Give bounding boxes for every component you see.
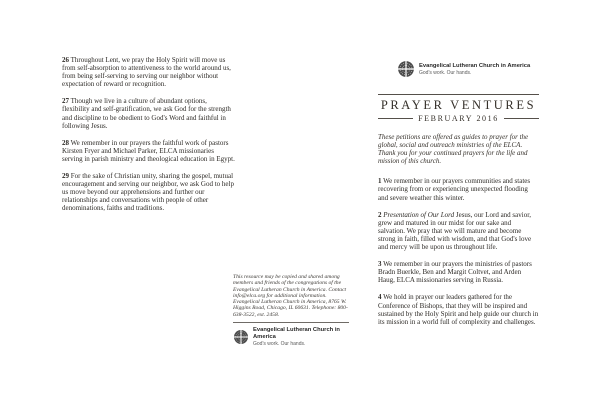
org-tagline: God's work. Our hands. [419,69,472,76]
petition-number: 26 [62,56,69,64]
colophon-divider [233,322,349,323]
masthead-issue-line [378,114,539,123]
petition-text: Throughout Lent, we pray the Holy Spirit will move us from self-absorption to attentiveness to the world around us, from being self-serving to serving our neighbor without expectation of reward or recognition. [62,56,231,89]
copy-permission-notice: This resource may be copied and shared among members and friends of the congregations of the Evangelical Lutheran Church in America. Contact info@elca.org for additional information. Evangelical Lutheran Church in America, 8765 W. Higgins Road, Chicago, IL 60631. Telephone: 800-638-3522, ext. 2458. [233,274,348,318]
petition-number: 28 [62,138,69,147]
petitions-list [378,177,539,325]
petition-text: Jesus, our Lord and savior, grew and matured in our midst for our sake and salvation. We pray that we will mature and become strong in faith, filled with wisdom, and that God's love and mercy will be upon us throughout life. [378,210,532,252]
org-name: Evangelical Lutheran Church in America [253,327,340,341]
masthead-issue: FEBRUARY 2016 [418,114,499,123]
petition-paragraph [378,260,539,284]
issue-right-rule [504,118,539,119]
petition-text: We remember in our prayers the faithful work of pastors Kirsten Fryer and Michael Parker, ELCA missionaries serving in parish ministry and theological education in Egypt. [62,138,235,163]
petition-paragraph [378,211,539,251]
petition-paragraph [62,139,236,163]
left-page-petitions [62,56,236,222]
petition-paragraph [62,172,236,212]
masthead-top-rule [378,94,539,95]
petition-text: We hold in prayer our leaders gathered for the Conference of Bishops, that they will be inspired and sustained by the Holy Spirit and help guide our church in its mission in a world full of complexity and challenges. [378,293,539,326]
petition-paragraph [378,293,539,325]
intro-note: These petitions are offered as guides to prayer for the global, social and outreach ministries of the ELCA. Thank you for your continued prayers for the life and mission of this church. [378,133,529,166]
elca-emblem-icon [397,60,415,78]
issue-left-rule [378,118,413,119]
elca-logo-header [397,60,539,78]
elca-logo-footer [233,327,349,347]
elca-logo-text [419,63,530,76]
petition-lead-in: Presentation of Our Lord [383,210,455,219]
petition-text: For the sake of Christian unity, sharing the gospel, mutual encouragement and serving our neighbor, we ask God to help us move beyond our apprehensions and further our relationships and conversations with people of other denominations, faiths and traditions. [62,172,234,213]
elca-logo-text [253,327,349,347]
org-name: Evangelical Lutheran Church in America [419,62,531,69]
petition-text: We remember in our prayers communities and states recovering from or experiencing unexpected flooding and severe weather this winter. [378,177,531,202]
right-page [378,60,539,335]
petition-number: 3 [378,260,382,269]
petition-paragraph [62,97,236,129]
petition-paragraph [378,177,539,201]
petition-text: We remember in our prayers the ministries of pastors Bradn Buerkle, Ben and Margit Coltvet, and Arden Haug, ELCA missionaries serving in Russia. [378,260,532,285]
colophon [233,274,349,347]
petition-number: 2 [378,210,382,219]
masthead-title: PRAYER VENTURES [380,98,537,112]
petition-text: Though we live in a culture of abundant options, flexibility and self-gratification, we ask God for the strength and discipline to be obedient to God's Word and faithful in following Jesus. [62,97,231,130]
petition-number: 27 [62,97,69,106]
petition-number: 29 [62,172,69,181]
petition-number: 1 [378,177,382,186]
petition-number: 4 [378,293,382,302]
elca-emblem-icon [233,329,249,345]
org-tagline: God's work. Our hands. [253,341,306,348]
petition-paragraph [62,56,236,88]
